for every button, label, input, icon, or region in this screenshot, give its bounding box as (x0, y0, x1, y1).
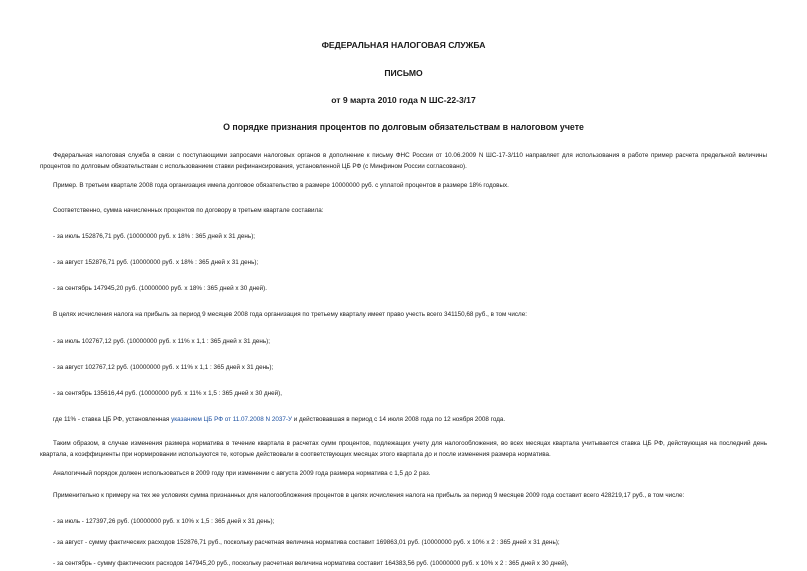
paragraph-example: Пример. В третьем квартале 2008 года организация имела долговое обязательство в размере 10000000 руб. с уплатой процентов в размере 18% годовых. (53, 182, 509, 189)
paragraph-intro: Федеральная налоговая служба в связи с поступающими запросами налоговых органов в дополнение к письму ФНС России от 10.06.2009 N ШС-17-3/110 направляет для использования в работе пример расчета предельной величины процентов по долговым обязательствам с использованием ставки рефинансирования, установленной ЦБ РФ (с Минфином России согласовано). (40, 152, 767, 170)
paragraph-rate-note (40, 414, 767, 425)
cbr-directive-link[interactable]: указанием ЦБ РФ от 11.07.2008 N 2037-У (171, 416, 292, 423)
rate-note-text-end: и действовавшая в период с 14 июля 2008 года по 12 ноября 2008 года. (291, 416, 506, 423)
paragraph-example-2009: Применительно к примеру на тех же условиях сумма признанных для налогообложения процентов в целях исчисления налога на прибыль за период 9 месяцев 2009 года составит всего 428219,17 руб., в том числе: (53, 492, 685, 499)
paragraph-conclusion: Таким образом, в случае изменения размера норматива в течение квартала в расчетах сумм процентов, подлежащих учету для налогообложения, во всех месяцах квартала учитывается ставка ЦБ РФ, действующая на последний день квартала, а коэффициенты при нормировании используются те, которые действовали в соответствующих месяцах этого квартала до и после изменения размера норматива. (40, 440, 767, 458)
paragraph-tax-purposes: В целях исчисления налога на прибыль за период 9 месяцев 2008 года организация по третьему кварталу имеет право учесть всего 341150,68 руб., в том числе: (53, 311, 527, 318)
list-item: - за август 102767,12 руб. (10000000 руб. x 11% x 1,1 : 365 дней x 31 день); (53, 364, 274, 371)
paragraph-2009: Аналогичный порядок должен использоваться в 2009 году при изменении с августа 2009 года размера норматива с 1,5 до 2 раз. (53, 470, 431, 477)
rate-note-text: где 11% - ставка ЦБ РФ, установленная (53, 416, 172, 423)
list-item: - за сентябрь - сумму фактических расходов 147945,20 руб., поскольку расчетная величина норматива составит 164383,56 руб. (10000000 руб. x 10% x 2 : 365 дней x 30 дней), (53, 560, 569, 567)
list-item: - за июль 102767,12 руб. (10000000 руб. x 11% x 1,1 : 365 дней x 31 день); (53, 338, 270, 345)
list-item: - за август 152876,71 руб. (10000000 руб. x 18% : 365 дней x 31 день); (53, 259, 259, 266)
document-title: О порядке признания процентов по долговым обязательствам в налоговом учете (223, 122, 584, 132)
date-number-heading: от 9 марта 2010 года N ШС-22-3/17 (331, 95, 476, 105)
paragraph-accrued: Соответственно, сумма начисленных процентов по договору в третьем квартале составила: (53, 207, 324, 214)
agency-heading: ФЕДЕРАЛЬНАЯ НАЛОГОВАЯ СЛУЖБА (321, 40, 486, 50)
list-item: - за сентябрь 135616,44 руб. (10000000 руб. x 11% x 1,5 : 365 дней x 30 дней), (53, 390, 282, 397)
list-item: - за июль - 127397,26 руб. (10000000 руб. x 10% x 1,5 : 365 дней x 31 день); (53, 518, 275, 525)
list-item: - за июль 152876,71 руб. (10000000 руб. x 18% : 365 дней x 31 день); (53, 233, 256, 240)
list-item: - за август - сумму фактических расходов 152876,71 руб., поскольку расчетная величина норматива составит 169863,01 руб. (10000000 руб. x 10% x 2 : 365 дней x 31 день); (53, 539, 560, 546)
doc-type-heading: ПИСЬМО (384, 68, 423, 78)
list-item: - за сентябрь 147945,20 руб. (10000000 руб. x 18% : 365 дней x 30 дней). (53, 285, 268, 292)
